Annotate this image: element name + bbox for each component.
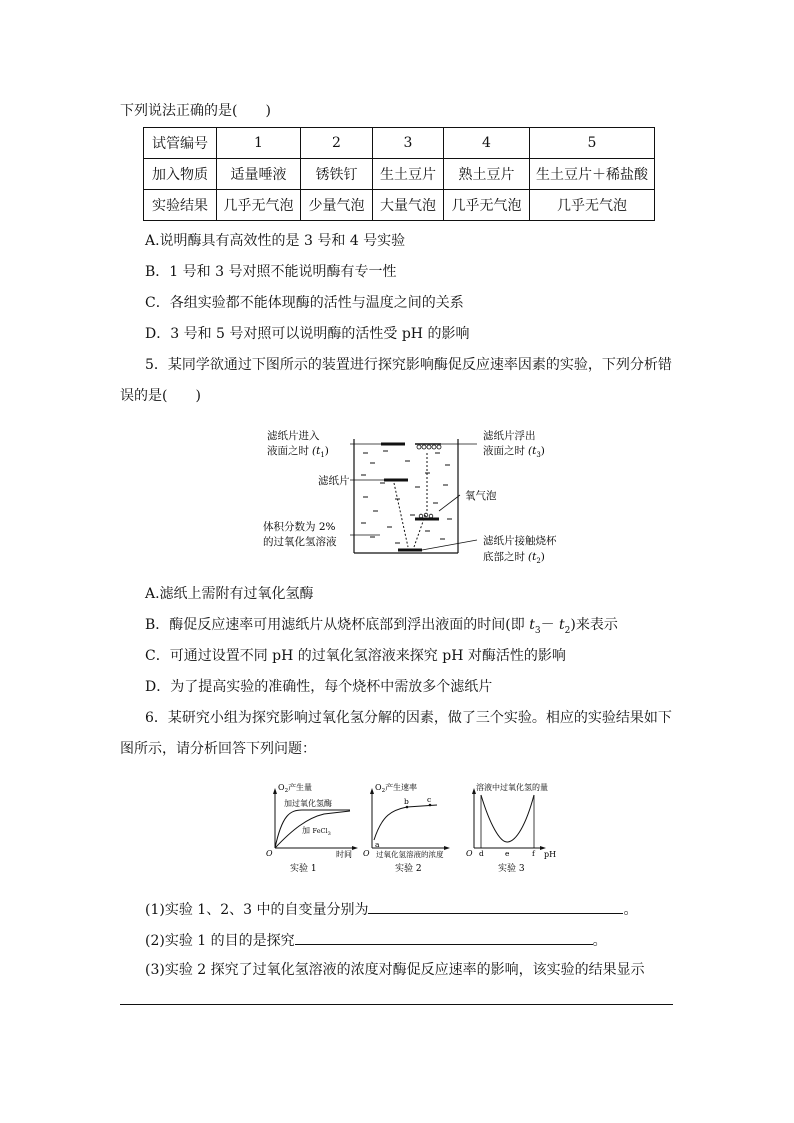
label-filter: 滤纸片: [318, 475, 350, 487]
table-cell: 大量气泡: [373, 190, 444, 221]
q5-stem-line2: 误的是( ): [120, 388, 201, 404]
label-enter-t: (t: [312, 445, 321, 457]
graph1-ylabel-sub: 2: [284, 788, 289, 794]
graph2-origin: O: [363, 849, 370, 858]
label-enter-line1: 滤纸片进入: [267, 430, 320, 442]
graph3-xlabel: pH: [544, 850, 557, 859]
graph1-ylabel-rest: 产生量: [288, 783, 313, 792]
q4-option-a: A.说明酶具有高效性的是 3 号和 4 号实验: [145, 233, 406, 249]
graph1-x-arrow: [352, 846, 358, 850]
table-cell: 5: [530, 128, 655, 159]
graph2-y-arrow: [370, 788, 374, 794]
table-cell: 几乎无气泡: [217, 190, 301, 221]
label-float-text: 液面之时: [483, 445, 525, 457]
graph2-caption: 实验 2: [395, 864, 422, 874]
table-cell: 1: [217, 128, 301, 159]
graph1-curve2-sub: 3: [327, 831, 331, 837]
oxygen-bubbles-rising: [419, 513, 433, 518]
graph3-ylabel: 溶液中过氧化氢的量: [476, 783, 548, 792]
label-solution-line1: 体积分数为 2%: [263, 521, 336, 533]
graph1-y-arrow: [273, 788, 277, 794]
graph2-ylabel-o: O: [375, 783, 382, 792]
table-header-row: [144, 128, 655, 159]
graph1-caption: 实验 1: [290, 864, 317, 874]
q5-option-a: A.滤纸上需附有过氧化氢酶: [145, 586, 314, 602]
label-bottom-t: (t: [528, 551, 537, 563]
oxygen-bubbles-top: [417, 445, 441, 449]
intro-line: 下列说法正确的是( ): [120, 103, 271, 119]
label-bottom-close: ): [540, 551, 545, 563]
graph2-xlabel: 过氧化氢溶液的浓度: [376, 850, 444, 859]
label-bottom-line1: 滤纸片接触烧杯: [483, 535, 557, 547]
graph2-x-arrow: [444, 846, 450, 850]
q6-sub2: [145, 930, 607, 950]
leader-bubble: [439, 495, 460, 511]
graph3-point-f: f: [532, 849, 535, 858]
q5-option-b-sub2: 2: [564, 625, 571, 636]
graph-3: [466, 782, 556, 874]
experiment-graphs: [262, 780, 562, 880]
table-cell: 试管编号: [144, 128, 217, 159]
table-cell: 熟土豆片: [444, 159, 530, 190]
q6-sub3: (3)实验 2 探究了过氧化氢溶液的浓度对酶促反应速率的影响，该实验的结果显示: [145, 962, 645, 978]
graph3-caption: 实验 3: [498, 864, 525, 874]
graph1-curve2-fe: FeCl: [312, 827, 328, 835]
q5-option-b-minus: －: [540, 617, 560, 633]
table-cell: 几乎无气泡: [444, 190, 530, 221]
label-float-line1: 滤纸片浮出: [483, 430, 536, 442]
graph1-curve1-label: 加过氧化氢酶: [284, 799, 332, 808]
table-row: [144, 159, 655, 190]
q6-sub1-text: (1)实验 1、2、3 中的自变量分别为: [145, 902, 369, 918]
label-bubble: 氧气泡: [465, 490, 497, 502]
label-enter-sub: 1: [320, 451, 325, 459]
graph1-curve2-label: [302, 825, 331, 837]
table-cell: 实验结果: [144, 190, 217, 221]
graph2-ylabel-rest: 产生速率: [385, 783, 418, 792]
label-enter-close: ): [324, 445, 329, 457]
graph3-point-d: d: [479, 849, 484, 858]
q6-sub1-end: 。: [623, 902, 638, 918]
graph1-origin: O: [266, 849, 273, 858]
table-cell: 生土豆片＋稀盐酸: [530, 159, 655, 190]
q5-option-b-post: )来表示: [570, 617, 618, 633]
solution-dashes: [361, 451, 452, 543]
graph2-point-b-label: b: [404, 797, 409, 806]
table-row: [144, 190, 655, 221]
graph3-point-e: e: [505, 849, 510, 858]
graph-1: [266, 782, 358, 874]
label-float-t: (t: [528, 445, 537, 457]
q5-option-b-t2: t: [559, 617, 565, 633]
graph2-point-b: [406, 806, 409, 809]
table-cell: 生土豆片: [373, 159, 444, 190]
beaker-diagram: [255, 423, 565, 568]
experiment-table: [143, 127, 655, 221]
leader-bottom: [422, 540, 477, 550]
page-footer-rule: [120, 1004, 673, 1005]
q6-stem-line2: 图所示，请分析回答下列问题：: [120, 741, 316, 757]
path-down: [394, 483, 408, 547]
q5-option-d: D．为了提高实验的准确性，每个烧杯中需放多个滤纸片: [145, 679, 493, 695]
label-float-sub: 3: [536, 451, 541, 459]
graph3-origin: O: [466, 849, 473, 858]
q5-option-c: C．可通过设置不同 pH 的过氧化氢溶液来探究 pH 对酶活性的影响: [145, 648, 566, 664]
graph2-ylabel-sub: 2: [381, 788, 386, 794]
graph1-ylabel: [278, 782, 312, 794]
q6-stem-line1: 6．某研究小组为探究影响过氧化氢分解的因素，做了三个实验。相应的实验结果如下: [145, 710, 672, 726]
q5-option-b-sub3: 3: [534, 625, 541, 636]
table-cell: 几乎无气泡: [530, 190, 655, 221]
label-solution-line2: 的过氧化氢溶液: [263, 536, 337, 548]
label-bottom-text: 底部之时: [483, 551, 525, 563]
table-cell: 少量气泡: [301, 190, 373, 221]
table-cell: 3: [373, 128, 444, 159]
table-cell: 适量唾液: [217, 159, 301, 190]
q6-sub2-end: 。: [592, 933, 607, 949]
graph1-ylabel-o: O: [278, 783, 285, 792]
graph2-ylabel: [375, 782, 417, 794]
label-float-close: ): [540, 445, 545, 457]
table-cell: 加入物质: [144, 159, 217, 190]
q6-sub1-blank[interactable]: [368, 899, 623, 914]
q4-option-b: B．1 号和 3 号对照不能说明酶有专一性: [145, 264, 397, 280]
q5-option-b-t3: t: [529, 617, 535, 633]
graph2-point-c-label: c: [427, 795, 432, 804]
graph1-curve2-pre: 加: [302, 826, 313, 835]
q6-sub2-text: (2)实验 1 的目的是探究: [145, 933, 295, 949]
q5-stem-line1: 5．某同学欲通过下图所示的装置进行探究影响酶促反应速率因素的实验，下列分析错: [145, 357, 672, 373]
label-enter-text: 液面之时: [267, 445, 309, 457]
table-cell: 4: [444, 128, 530, 159]
graph-2: [363, 782, 450, 874]
graph1-xlabel: 时间: [336, 850, 352, 859]
q4-option-d: D．3 号和 5 号对照可以说明酶的活性受 pH 的影响: [145, 326, 470, 342]
label-float-line2: [483, 444, 545, 459]
table-cell: 锈铁钉: [301, 159, 373, 190]
q6-sub2-blank[interactable]: [295, 930, 593, 945]
graph2-curve: [374, 805, 437, 840]
graph3-curve: [481, 795, 534, 842]
graph2-point-c: [429, 804, 432, 807]
table-cell: 2: [301, 128, 373, 159]
q5-option-b-pre: B．酶促反应速率可用滤纸片从烧杯底部到浮出液面的时间(即: [145, 617, 530, 633]
q6-sub1: [145, 899, 637, 919]
graph2-point-a-label: a: [375, 840, 380, 849]
label-bottom-line2: [483, 550, 545, 565]
label-bottom-sub: 2: [536, 557, 541, 565]
q5-option-b: [145, 616, 618, 640]
label-enter-line2: [267, 444, 329, 459]
q4-option-c: C．各组实验都不能体现酶的活性与温度之间的关系: [145, 295, 464, 311]
